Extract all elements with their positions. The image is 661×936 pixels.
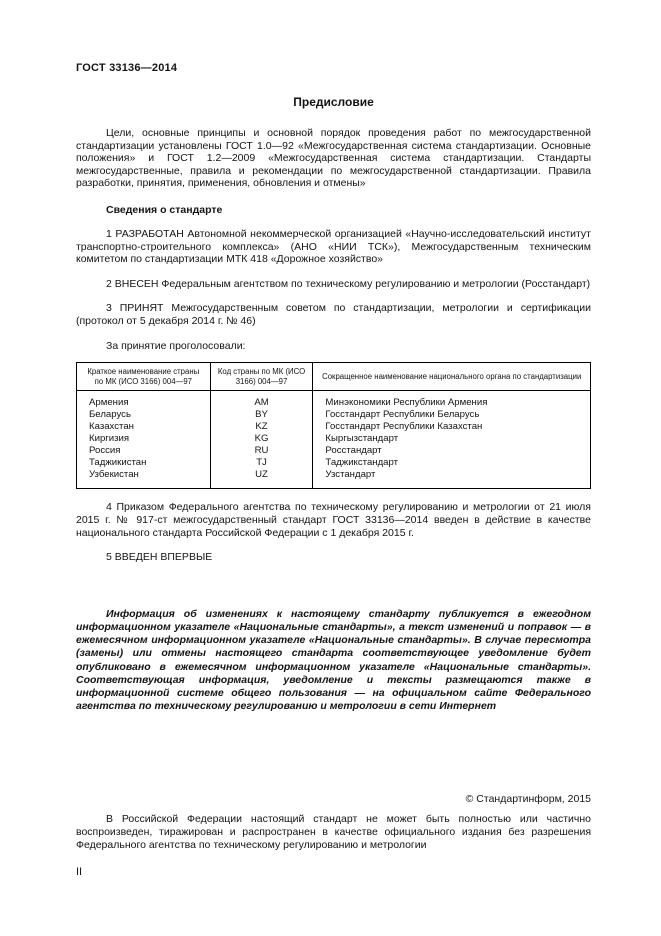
org-cell: Кыргызстандарт [313, 433, 591, 445]
country-cell: Россия [77, 445, 211, 457]
org-cell: Госстандарт Республики Беларусь [313, 409, 591, 421]
page-number: II [76, 866, 83, 878]
standard-item-2: 2 ВНЕСЕН Федеральным агентством по техническому регулированию и метрологии (Росстандарт) [106, 277, 591, 290]
table-row [77, 457, 591, 469]
reproduction-notice: В Российской Федерации настоящий стандарт не может быть полностью или частично воспроизведен, тиражирован и распространен в качестве официального издания без разрешения Федерального агентства по техническому регулированию и метрологии [76, 812, 591, 851]
standard-item-5: 5 ВВЕДЕН ВПЕРВЫЕ [106, 551, 213, 564]
code-cell: AM [210, 391, 313, 410]
code-cell: UZ [210, 469, 313, 489]
table-body [77, 391, 591, 489]
copyright-line: © Стандартинформ, 2015 [465, 793, 591, 806]
code-cell: KZ [210, 421, 313, 433]
doc-number: ГОСТ 33136—2014 [76, 62, 178, 74]
voting-table [76, 362, 591, 489]
vote-label: За принятие проголосовали: [106, 339, 246, 352]
table-header-org: Сокращенное наименование национального органа по стандартизации [313, 363, 591, 391]
table-header-code: Код страны по МК (ИСО 3166) 004—97 [210, 363, 313, 391]
page-title: Предисловие [293, 95, 374, 109]
table-row [77, 469, 591, 489]
intro-paragraph: Цели, основные принципы и основной порядок проведения работ по межгосударственной стандартизации установлены ГОСТ 1.0—92 «Межгосударственная система стандартизации. Основные положения» и ГОСТ 1.2—2009 «Межгосударственная система стандартизации. Стандарты межгосударственные, правила и рекомендации по межгосударственной стандартизации. Правила разработки, принятия, применения, обновления и отмены» [76, 127, 591, 190]
code-cell: RU [210, 445, 313, 457]
org-cell: Таджикстандарт [313, 457, 591, 469]
standard-item-3: 3 ПРИНЯТ Межгосударственным советом по стандартизации, метрологии и сертификации (протокол от 5 декабря 2014 г. № 46) [76, 302, 591, 327]
country-cell: Узбекистан [77, 469, 211, 489]
org-cell: Госстандарт Республики Казахстан [313, 421, 591, 433]
code-cell: TJ [210, 457, 313, 469]
code-cell: KG [210, 433, 313, 445]
table-row [77, 391, 591, 410]
table-row [77, 409, 591, 421]
table-row [77, 433, 591, 445]
code-cell: BY [210, 409, 313, 421]
changes-info-notice: Информация об изменениях к настоящему стандарту публикуется в ежегодном информационном указателе «Национальные стандарты», а текст изменений и поправок — в ежемесячном информационном указателе «Национальные стандарты». В случае пересмотра (замены) или отмены настоящего стандарта соответствующее уведомление будет опубликовано в ежемесячном информационном указателе «Национальные стандарты». Соответствующая информация, уведомление и тексты размещаются также в информационной системе общего пользования — на официальном сайте Федерального агентства по техническому регулированию и метрологии в сети Интернет [76, 607, 591, 713]
table-row [77, 421, 591, 433]
standard-item-4: 4 Приказом Федерального агентства по техническому регулированию и метрологии от 21 июля 2015 г. № 917-ст межгосударственный стандарт ГОСТ 33136—2014 введен в действие в качестве национального стандарта Российской Федерации с 1 декабря 2015 г. [76, 501, 591, 539]
table-header-country: Краткое наименование страны по МК (ИСО 3166) 004—97 [77, 363, 211, 391]
standard-item-1: 1 РАЗРАБОТАН Автономной некоммерческой организацией «Научно-исследовательский институт транспортно-строительного комплекса» (АНО «НИИ ТСК»), Межгосударственным техническим комитетом по стандартизации МТК 418 «Дорожное хозяйство» [76, 227, 591, 266]
org-cell: Узстандарт [313, 469, 591, 489]
org-cell: Росстандарт [313, 445, 591, 457]
country-cell: Беларусь [77, 409, 211, 421]
table-row [77, 445, 591, 457]
section-heading: Сведения о стандарте [106, 203, 223, 216]
org-cell: Минэкономики Республики Армения [313, 391, 591, 410]
country-cell: Армения [77, 391, 211, 410]
country-cell: Таджикистан [77, 457, 211, 469]
table-header-row [77, 363, 591, 391]
country-cell: Казахстан [77, 421, 211, 433]
country-cell: Киргизия [77, 433, 211, 445]
